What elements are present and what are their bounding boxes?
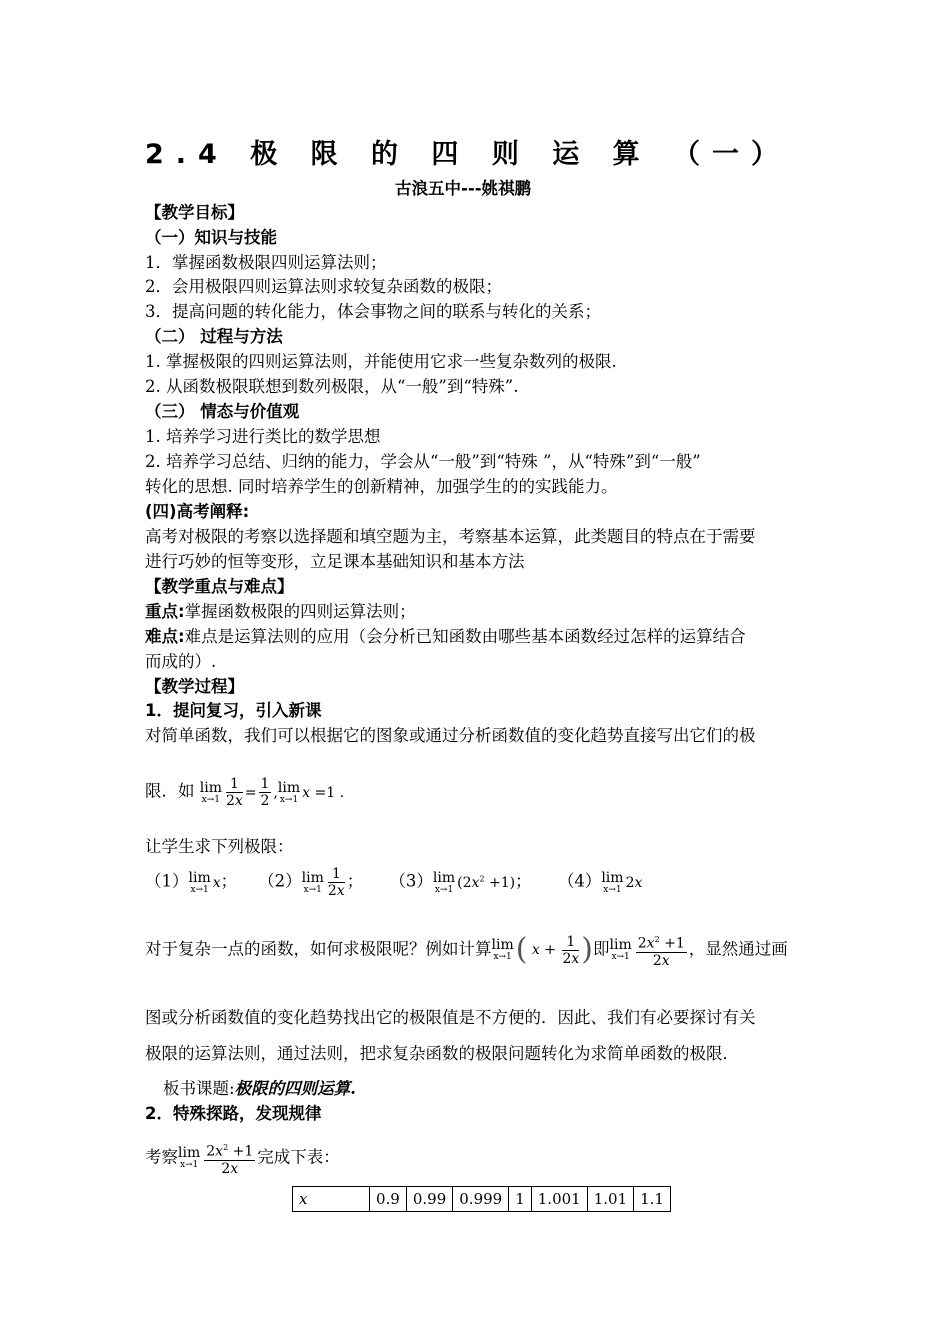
step-2-heading: 2．特殊探路，发现规律 [145,1104,322,1123]
example-formula: lim x→1 $\frac{1}{2x}$ = $\frac{1}{2}$ ,lim x→1 x =1 . [199,776,345,809]
board-line [163,1078,356,1100]
consider-line [145,1140,340,1177]
complex-formula-2: lim x→1 $\frac{2x^2 +1}{2x}$ [610,942,689,958]
values-item-2b: 转化的思想. 同时培养学生的创新精神，加强学生的的实践能力。 [145,477,618,496]
difficulty-line [145,626,746,648]
complex-line [145,932,788,969]
subsection-exam: (四)高考阐释: [145,502,250,521]
complex-text-a: 对于复杂一点的函数，如何求极限呢？例如计算 [145,939,492,959]
consider-formula: lim x→1 $\frac{2x^2 +1}{2x}$ [178,1150,257,1166]
difficulty-text: 难点是运算法则的应用（会分析已知函数由哪些基本函数经过怎样的运算结合 [184,627,746,646]
board-title: 极限的四则运算. [234,1079,356,1098]
exercise-formula-1: lim x→1 x [188,869,221,895]
complex-text-mid: 即 [593,939,610,959]
section-key-points: 【教学重点与难点】 [145,577,294,596]
exam-text-a: 高考对极限的考察以选择题和填空题为主，考察基本运算，此类题目的特点在于需要 [145,527,756,546]
intro-text-b-line [145,776,344,809]
table-cell: 0.9 [370,1187,407,1212]
intro-text-a: 对简单函数，我们可以根据它的图象或通过分析函数值的变化趋势直接写出它们的极 [145,726,756,745]
section-process: 【教学过程】 [145,677,244,696]
key-label: 重点: [145,602,185,621]
process-item-1: 1. 掌握极限的四则运算法则，并能使用它求一些复杂数列的极限. [145,352,617,371]
table-cell: 1 [509,1187,532,1212]
subsection-process: （二） 过程与方法 [145,327,283,346]
difficulty-label: 难点: [145,627,185,646]
goal-item-1: 1．掌握函数极限四则运算法则； [145,253,387,272]
value-table [292,1186,671,1212]
table-cell: 1.1 [634,1187,671,1212]
exercise-label-2: （2） [258,871,302,891]
exercise-formula-2: lim x→1 $\frac{1}{2x}$ [301,866,345,899]
exercise-label-4: （4） [557,871,602,891]
table-cell: 1.001 [531,1187,587,1212]
exercise-line: （1）lim x→1 x； （2）lim x→1 $\frac{1}{2x}$ ； （3）lim x→1 $(2x^2 +1)$； （4）lim x→1 2x [145,866,643,899]
section-goal: 【教学目标】 [145,203,244,222]
consider-end-text: 完成下表： [257,1147,340,1167]
intro-text-b: 限．如 [145,781,195,801]
difficulty-text-b: 而成的）. [145,652,217,671]
page-title: 2.4 极 限 的 四 则 运 算 （一） [145,139,791,170]
key-point-line [145,601,416,623]
ask-text: 让学生求下列极限： [145,837,294,856]
key-text: 掌握函数极限的四则运算法则； [184,602,416,621]
complex-text-end: ，显然通过画 [688,939,788,959]
complex-formula-1: lim x→1 ( x + $\frac{1}{2x}$ ) [491,932,593,968]
author-line: 古浪五中---姚祺鹏 [395,179,532,198]
exam-text-b: 进行巧妙的恒等变形，立足课本基础知识和基本方法 [145,552,525,571]
table-header-cell: x [293,1187,370,1212]
exercise-formula-3: lim x→1 $(2x^2 +1)$ [432,869,516,895]
process-item-2: 2. 从函数极限联想到数列极限，从“一般”到“特殊”. [145,377,519,396]
subsection-values: （三） 情态与价值观 [145,402,300,421]
exercise-formula-4: lim x→1 2x [601,869,643,895]
values-item-2a: 2. 培养学习总结、归纳的能力，学会从“一般”到“特殊 ”，从“特殊”到“一般” [145,452,701,471]
goal-item-2: 2．会用极限四则运算法则求较复杂函数的极限； [145,277,502,296]
step-1-heading: 1．提问复习，引入新课 [145,701,322,720]
consider-text: 考察 [145,1147,178,1167]
table-cell: 1.01 [587,1187,633,1212]
goal-item-3: 3．提高问题的转化能力，体会事物之间的联系与转化的关系； [145,302,601,321]
table-cell: 0.999 [453,1187,509,1212]
values-item-1: 1. 培养学习进行类比的数学思想 [145,427,381,446]
subsection-knowledge: （一）知识与技能 [145,228,277,247]
exercise-label-1: （1） [145,871,189,891]
table-row [293,1187,671,1212]
complex-text-b: 图或分析函数值的变化趋势找出它的极限值是不方便的．因此、我们有必要探讨有关 [145,1008,756,1027]
board-label: 板书课题: [163,1079,235,1098]
table-cell: 0.99 [406,1187,452,1212]
exercise-label-3: （3） [389,871,433,891]
complex-text-c: 极限的运算法则，通过法则，把求复杂函数的极限问题转化为求简单函数的极限． [145,1044,739,1063]
